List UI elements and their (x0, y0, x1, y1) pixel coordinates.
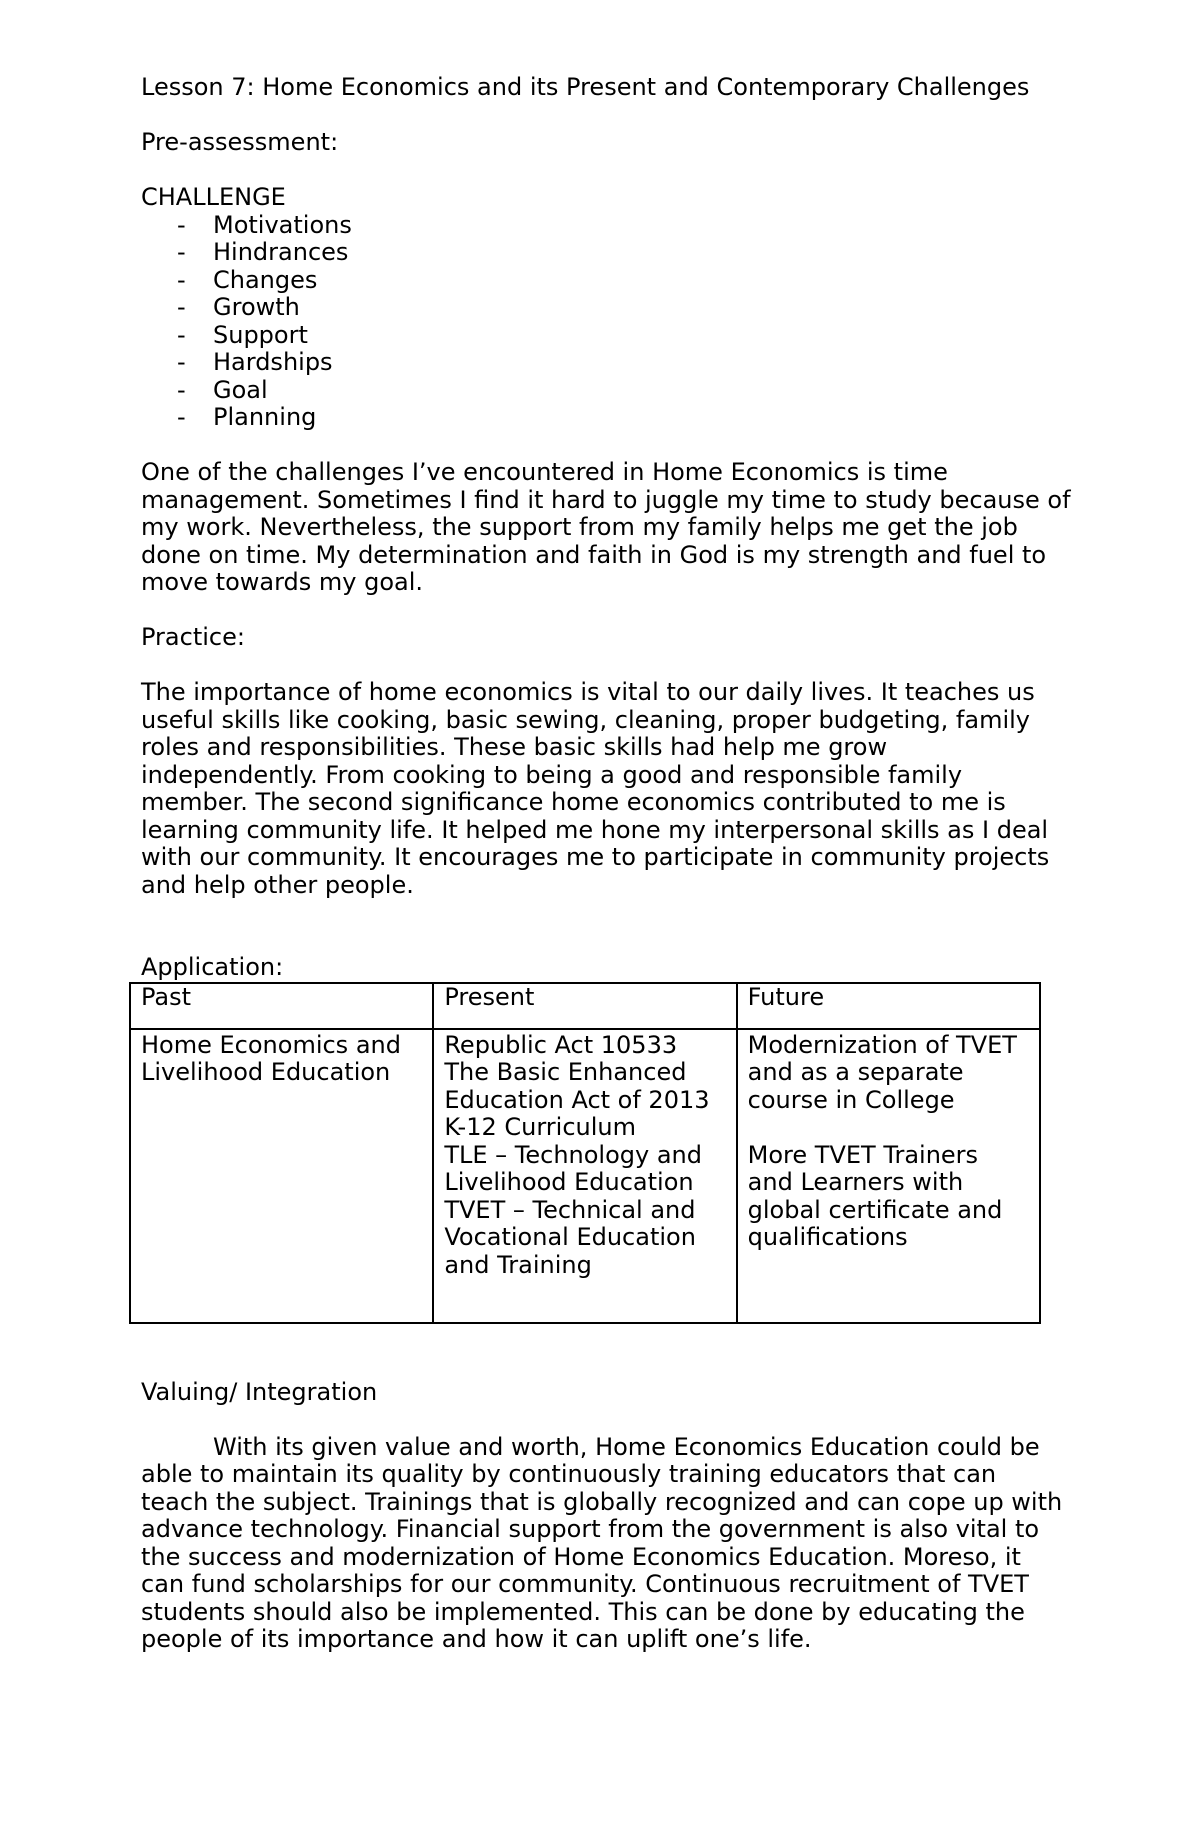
list-item: - Planning (177, 403, 317, 431)
list-item: - Motivations (177, 210, 352, 239)
cell-spacer (748, 1114, 1029, 1142)
list-item: - Changes (177, 265, 318, 294)
future-cell (737, 1029, 1040, 1323)
application-table (129, 982, 1041, 1324)
present-entry: TVET – Technical and Vocational Education and Training (444, 1195, 696, 1279)
list-item: - Goal (177, 375, 268, 404)
future-entry: More TVET Trainers and Learners with global certificate and qualifications (747, 1140, 1003, 1251)
column-header-past: Past (130, 983, 433, 1029)
document-page (141, 74, 1071, 1654)
present-entry: K-12 Curriculum (444, 1113, 636, 1141)
list-item: - Support (177, 320, 308, 349)
past-cell (130, 1029, 433, 1323)
present-entry: TLE – Technology and Livelihood Education (444, 1140, 702, 1196)
challenge-list (141, 212, 1071, 432)
list-item: - Hindrances (177, 238, 349, 266)
column-header-present: Present (433, 983, 736, 1029)
lesson-title: Lesson 7: Home Economics and its Present and Contemporary Challenges (141, 73, 1030, 101)
valuing-heading: Valuing/ Integration (141, 1377, 378, 1406)
column-header-future: Future (737, 983, 1040, 1029)
table-header-row (130, 983, 1040, 1029)
pre-assessment-heading: Pre-assessment: (141, 128, 339, 156)
table-row (130, 1029, 1040, 1323)
practice-heading: Practice: (141, 623, 245, 651)
list-item: - Hardships (177, 348, 333, 376)
practice-paragraph: The importance of home economics is vital to our daily lives. It teaches us useful skills like cooking, basic sewing, cleaning, proper budgeting, family roles and responsibilities. These basic skills had help me grow independently. From cooking to being a good and responsible family member. The second significance home economics contributed to me is learning community life. It helped me hone my interpersonal skills as I deal with our community. It encourages me to participate in community projects and help other people. (141, 678, 1050, 899)
list-item: - Growth (177, 293, 300, 321)
challenge-paragraph: One of the challenges I’ve encountered in Home Economics is time management. Sometimes I find it hard to juggle my time to study because of my work. Nevertheless, the support from my family helps me get the job done on time. My determination and faith in God is my strength and fuel to move towards my goal. (141, 458, 1071, 596)
present-entry: Republic Act 10533 The Basic Enhanced Education Act of 2013 (444, 1030, 710, 1114)
present-cell (433, 1029, 736, 1323)
valuing-paragraph: With its given value and worth, Home Economics Education could be able to maintain its quality by continuously training educators that can teach the subject. Trainings that is globally recognized and can cope up with advance technology. Financial support from the government is also vital to the success and modernization of Home Economics Education. Moreso, it can fund scholarships for our community. Continuous recruitment of TVET students should also be implemented. This can be done by educating the people of its importance and how it can uplift one’s life. (141, 1432, 1063, 1653)
past-entry: Home Economics and Livelihood Education (141, 1030, 401, 1086)
application-heading: Application: (141, 953, 284, 981)
challenge-heading: CHALLENGE (141, 183, 286, 211)
future-entry: Modernization of TVET and as a separate course in College (747, 1030, 1017, 1114)
